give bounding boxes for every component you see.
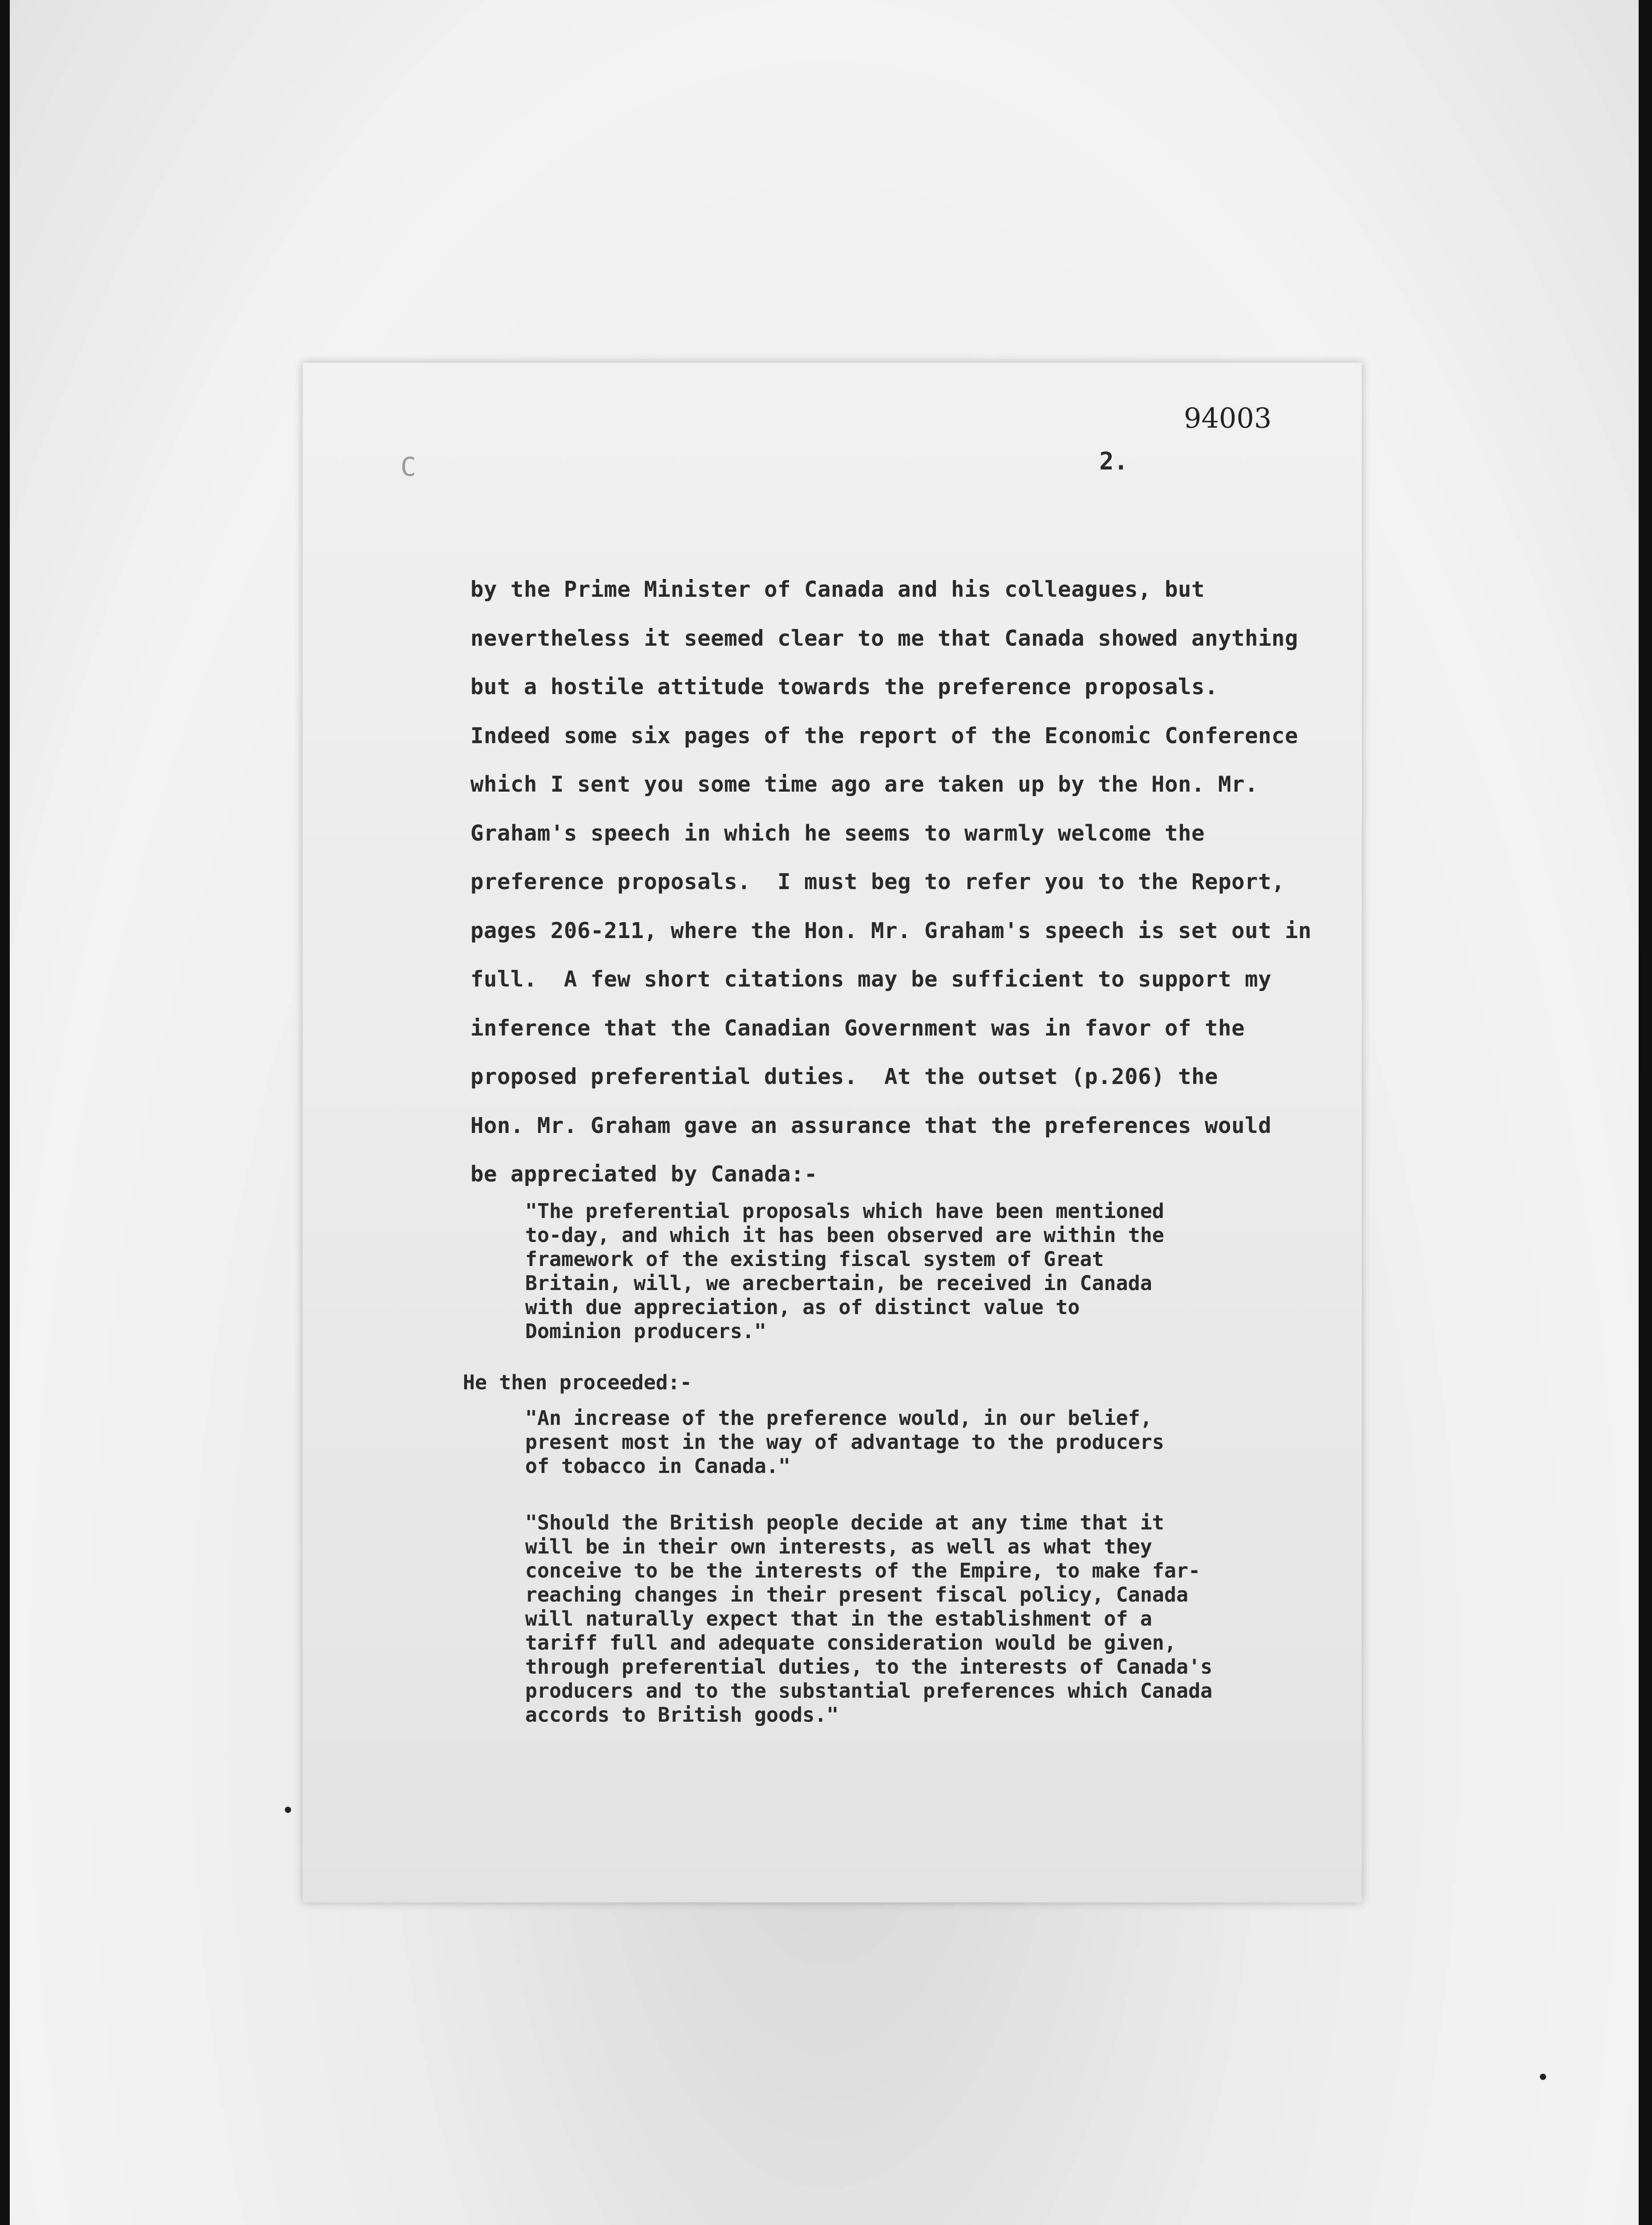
margin-mark: C	[401, 452, 416, 482]
quotation-block: "Should the British people decide at any time that it will be in their own interests, as well as what they conceive to be the interests of the Empire, to make far- reaching changes in their present fiscal policy, Canada will naturally expect that in the establishment of a tariff full and adequate consideration would be given, through preferential duties, to the interests of Canada's producers and to the substantial preferences which Canada accords to British goods."	[525, 1511, 1213, 1727]
dust-speck	[1540, 2074, 1546, 2080]
body-paragraph: by the Prime Minister of Canada and his colleagues, but nevertheless it seemed clear to me that Canada showed anything but a hostile attitude towards the preference proposals. Indeed some six pages of the report of the Economic Conference which I sent you some time ago are taken up by the Hon. Mr. Graham's speech in which he seems to warmly welcome the preference proposals. I must beg to refer you to the Report, pages 206-211, where the Hon. Mr. Graham's speech is set out in full. A few short citations may be sufficient to support my inference that the Canadian Government was in favor of the proposed preferential duties. At the outset (p.206) the Hon. Mr. Graham gave an assurance that the preferences would be appreciated by Canada:-	[470, 577, 1312, 1187]
film-edge-right	[1639, 0, 1652, 2225]
quotation-block: "The preferential proposals which have been mentioned to-day, and which it has been observed are within the framework of the existing fiscal system of Great Britain, will, we arecbertain, be received in Canada with due appreciation, as of distinct value to Dominion producers."	[525, 1199, 1164, 1343]
quotation-block: "An increase of the preference would, in our belief, present most in the way of advantage to the producers of tobacco in Canada."	[525, 1406, 1164, 1478]
dust-speck	[285, 1807, 291, 1813]
page-number: 2.	[1099, 447, 1129, 475]
transition-line: He then proceeded:-	[463, 1371, 692, 1394]
typed-letter-page	[303, 363, 1362, 1902]
film-edge-left	[0, 0, 10, 2225]
document-number: 94003	[1184, 402, 1272, 434]
